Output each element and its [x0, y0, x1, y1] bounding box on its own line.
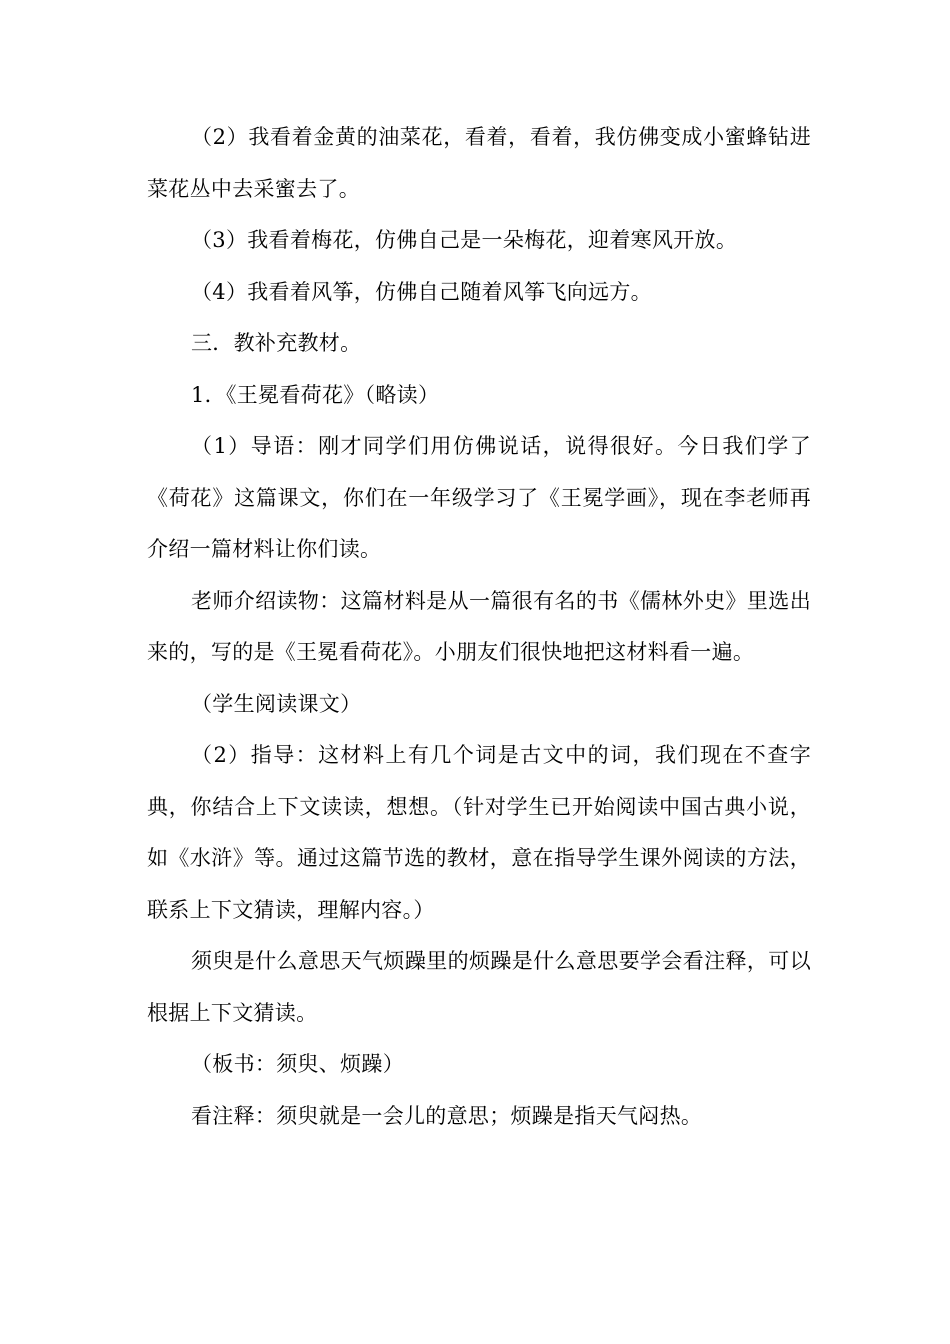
paragraph-vocabulary-question: 须臾是什么意思天气烦躁里的烦躁是什么意思要学会看注释，可以根据上下文猜读。: [147, 949, 811, 1025]
paragraph-kite-example: （4）我看着风筝，仿佛自己随着风筝飞向远方。: [191, 279, 652, 304]
paragraph-student-reading: （学生阅读课文）: [191, 691, 362, 716]
paragraph-plum-example: （3）我看着梅花，仿佛自己是一朵梅花，迎着寒风开放。: [191, 228, 738, 252]
paragraph-rapeseed-example: （2）我看着金黄的油菜花，看着，看着，我仿佛变成小蜜蜂钻进菜花丛中去采蜜去了。: [147, 125, 811, 201]
subheading-wang-mian: 1．《王冕看荷花》（略读）: [191, 382, 440, 407]
paragraph-guidance: （2）指导：这材料上有几个词是古文中的词，我们现在不查字典，你结合上下文读读，想想。（针对学生已开始阅读中国古典小说，如《水浒》等。通过这篇节选的教材，意在指导学生课外阅读的方法，联系上下文猜读，理解内容。）: [147, 743, 811, 922]
paragraph-teacher-intro: 老师介绍读物：这篇材料是从一篇很有名的书《儒林外史》里选出来的，写的是《王冕看荷花》。小朋友们很快地把这材料看一遍。: [147, 588, 811, 664]
paragraph-introduction: （1）导语：刚才同学们用仿佛说话，说得很好。今日我们学了《荷花》这篇课文，你们在一年级学习了《王冕学画》，现在李老师再介绍一篇材料让你们读。: [147, 434, 811, 561]
paragraph-board-writing: （板书：须臾、烦躁）: [191, 1052, 404, 1076]
document-body: [147, 112, 811, 1142]
section-heading-supplementary: 三．教补充教材。: [191, 331, 362, 355]
paragraph-annotation: 看注释：须臾就是一会儿的意思；烦躁是指天气闷热。: [191, 1103, 703, 1128]
